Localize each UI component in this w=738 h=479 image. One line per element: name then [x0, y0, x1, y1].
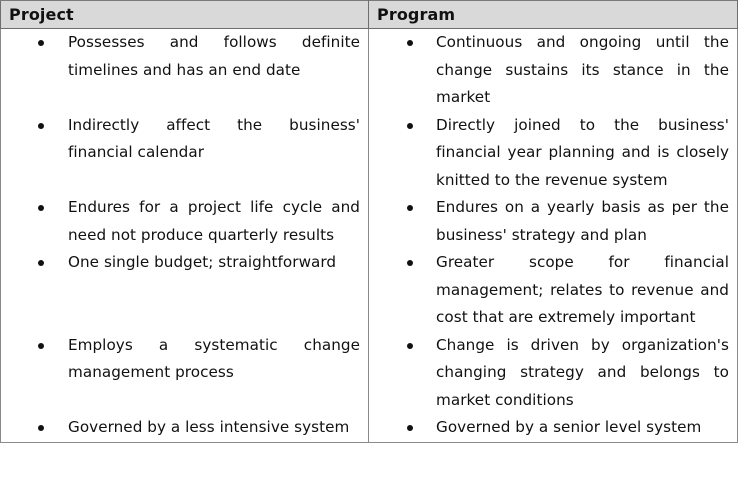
bullet-icon	[407, 260, 413, 266]
item-text: Change is driven by organization's changing strategy and belongs to market conditions	[436, 335, 729, 409]
bullet-icon	[407, 40, 413, 46]
item-text: Continuous and ongoing until the change sustains its stance in the market	[436, 33, 729, 106]
list-item	[369, 112, 737, 195]
bullet-icon	[38, 40, 44, 46]
body-row	[1, 29, 738, 443]
project-cell	[1, 29, 369, 443]
bullet-icon	[38, 260, 44, 266]
bullet-icon	[38, 425, 44, 431]
header-program: Program	[369, 1, 738, 29]
list-item	[369, 194, 737, 249]
bullet-icon	[38, 343, 44, 349]
item-text: One single budget; straightforward	[68, 253, 337, 271]
bullet-icon	[407, 205, 413, 211]
list-item	[369, 414, 737, 442]
item-text: Directly joined to the business' financial year planning and is closely knitted to the revenue system	[436, 115, 729, 189]
list-item	[1, 249, 368, 332]
bullet-icon	[38, 205, 44, 211]
project-list	[1, 29, 368, 442]
item-text: Endures for a project life cycle and need not produce quarterly results	[68, 198, 360, 244]
bullet-icon	[407, 343, 413, 349]
list-item	[369, 29, 737, 112]
list-item	[1, 29, 368, 112]
bullet-icon	[407, 123, 413, 129]
program-list	[369, 29, 737, 442]
item-text: Greater scope for financial management; relates to revenue and cost that are extremely important	[436, 253, 729, 326]
header-project: Project	[1, 1, 369, 29]
item-text: Indirectly affect the business' financial calendar	[68, 115, 360, 161]
list-item	[369, 249, 737, 332]
item-text: Possesses and follows definite timelines and has an end date	[68, 33, 360, 79]
program-cell	[369, 29, 738, 443]
item-text: Governed by a less intensive system	[68, 418, 350, 436]
list-item	[369, 332, 737, 415]
item-text: Employs a systematic change management process	[68, 335, 360, 381]
bullet-icon	[407, 425, 413, 431]
header-row	[1, 1, 738, 29]
item-text: Endures on a yearly basis as per the business' strategy and plan	[436, 198, 729, 244]
list-item	[1, 414, 368, 442]
bullet-icon	[38, 123, 44, 129]
list-item	[1, 194, 368, 249]
item-text: Governed by a senior level system	[436, 418, 702, 436]
list-item	[1, 332, 368, 415]
list-item	[1, 112, 368, 195]
